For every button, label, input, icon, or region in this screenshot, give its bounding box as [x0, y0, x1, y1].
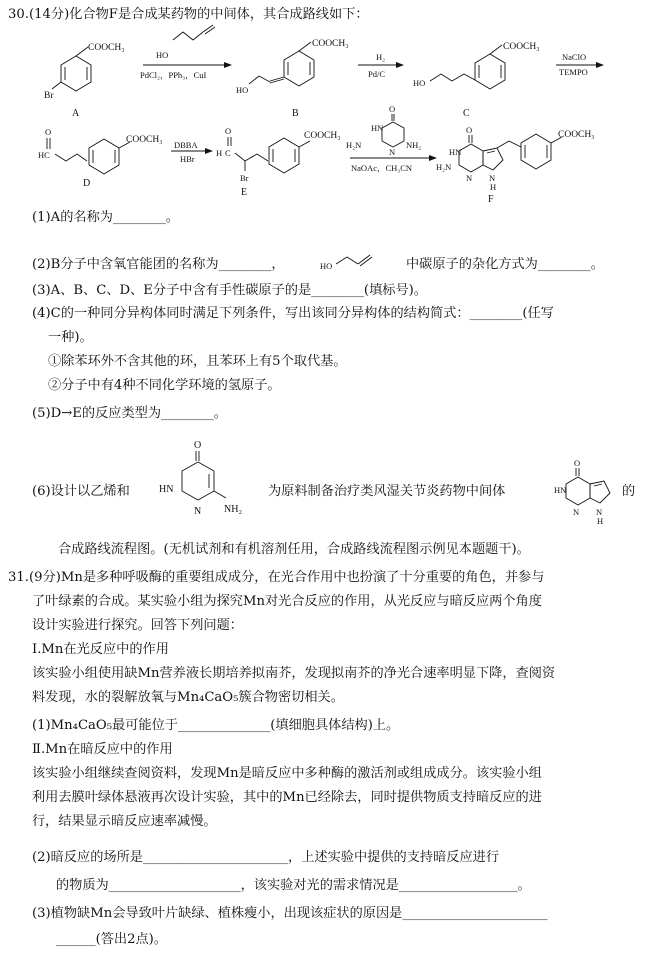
reaction-arrow-2 — [358, 52, 404, 79]
c-ester-group: COOCH₃ — [503, 42, 540, 52]
q31-header-line3: 设计实验进行探究。回答下列问题： — [32, 618, 243, 633]
q31-section1-title: Ⅰ.Mn在光反应中的作用 — [32, 642, 169, 657]
q31-sub3-line1: (3)植物缺Mn会导致叶片缺绿、植株瘦小，出现该症状的原因是______________________ — [32, 906, 548, 921]
f-h2n: H₂N — [436, 162, 452, 172]
pyr-nh2: NH₂ — [224, 504, 242, 515]
pyrrolopyrimidinone-structure — [553, 456, 623, 536]
pp-n-pyrrole: N — [596, 507, 603, 517]
reagent5-bottom: NaOAc，CH₃CN — [351, 163, 413, 173]
reaction-arrow-3 — [556, 52, 604, 77]
a-br: Br — [44, 91, 54, 101]
label-a: A — [72, 108, 80, 119]
q30-sub4-cond1: ①除苯环外不含其他的环，且苯环上有5个取代基。 — [48, 354, 347, 369]
f-hn: HN — [449, 147, 462, 157]
f-h: H — [490, 182, 497, 192]
d-o: O — [45, 127, 52, 137]
b-ho: HO — [236, 85, 249, 95]
q30-sub5: (5)D→E的反应类型为________。 — [32, 406, 227, 421]
reaction-arrow-1 — [140, 25, 232, 81]
reagent3-bottom: TEMPO — [559, 67, 588, 77]
pp-o: O — [574, 458, 581, 468]
label-e: E — [241, 187, 248, 198]
reagent4-top: DBBA — [174, 140, 198, 150]
pyr-o: O — [194, 440, 202, 451]
reagent2-top: H₂ — [376, 52, 386, 62]
q31-p1-line2: 料发现，水的裂解放氧与Mn₄CaO₅簇合物密切相关。 — [32, 690, 344, 705]
e-c: C — [225, 148, 231, 158]
compound-f-structure — [436, 125, 595, 205]
reagent1-top: HO — [156, 50, 169, 60]
pyr-n: N — [194, 506, 202, 517]
label-d: D — [83, 178, 91, 189]
reagent5-hn: HN — [371, 123, 384, 133]
reagent1-bottom: PdCl₂，PPh₃，CuI — [140, 70, 207, 80]
q30-sub6-part1: (6)设计以乙烯和 — [32, 484, 130, 499]
q30-sub6-part3: 的 — [622, 484, 636, 499]
q31-p2-line3: 行，结果显示暗反应速率减慢。 — [32, 814, 217, 829]
q31-sub2-line2: 的物质为____________________，该实验对光的需求情况是__________________。 — [56, 878, 531, 893]
pp-n-ring: N — [573, 507, 580, 517]
reagent2-bottom: Pd/C — [368, 69, 386, 79]
e-br: Br — [240, 173, 249, 183]
reagent5-h2n: H₂N — [346, 140, 362, 150]
a-ester-group: COOCH₃ — [88, 43, 125, 53]
compound-e-structure — [216, 126, 341, 198]
e-ester-group: COOCH₃ — [304, 131, 341, 141]
q30-sub6-part2: 为原料制备治疗类风湿关节炎药物中间体 — [268, 484, 506, 499]
label-b: B — [292, 108, 299, 119]
pyr-hn: HN — [159, 484, 174, 495]
butynol-ho: HO — [320, 261, 333, 271]
f-o: O — [466, 125, 473, 135]
e-o: O — [225, 126, 232, 136]
q30-header: 30.(14分)化合物F是合成某药物的中间体，其合成路线如下： — [8, 7, 369, 22]
q30-sub3: (3)A、B、C、D、E分子中含有手性碳原子的是________(填标号)。 — [32, 283, 427, 298]
reagent5-o: O — [389, 104, 396, 114]
q31-sub3-line2: ______(答出2点)。 — [56, 932, 167, 947]
synthesis-scheme-row2 — [0, 106, 664, 206]
q30-sub2-part1: (2)B分子中含氧官能团的名称为________， — [32, 257, 285, 272]
q31-p2-line1: 该实验小组继续查阅资料，发现Mn是暗反应中多种酶的激活剂或组成成分。该实验小组 — [32, 766, 542, 781]
pp-h: H — [597, 516, 604, 526]
q31-p2-line2: 利用去膜叶绿体悬液再次设计实验，其中的Mn已经除去，同时提供物质支持暗反应的进 — [32, 790, 542, 805]
reaction-arrow-5 — [346, 104, 437, 174]
q30-sub4-line1: (4)C的一种同分异构体同时满足下列条件，写出该同分异构体的结构简式：________(任写 — [32, 306, 554, 321]
label-f: F — [488, 194, 494, 205]
label-c: C — [463, 108, 470, 119]
d-hc: HC — [38, 150, 50, 160]
q31-sub2-line1: (2)暗反应的场所是______________________，上述实验中提供的支持暗反应进行 — [32, 850, 500, 865]
compound-d-structure — [38, 127, 163, 189]
reaction-arrow-4 — [171, 140, 213, 164]
q31-header-line2: 了叶绿素的合成。某实验小组为探究Mn对光合反应的作用，从光反应与暗反应两个角度 — [32, 594, 542, 609]
q30-sub2-part2: 中碳原子的杂化方式为________。 — [406, 257, 604, 272]
q31-sub1: (1)Mn₄CaO₅最可能位于______________(填细胞具体结构)上。 — [32, 718, 400, 733]
f-ester-group: COOCH₃ — [558, 130, 595, 140]
butynol-structure — [320, 233, 410, 273]
pp-hn: HN — [554, 485, 567, 495]
q30-sub6-line2: 合成路线流程图。(无机试剂和有机溶剂任用，合成路线流程图示例见本题题干)。 — [58, 542, 530, 557]
reagent5-nh2: NH₂ — [406, 140, 422, 150]
f-n-pyrrole: N — [489, 173, 496, 183]
reagent5-n: N — [389, 147, 396, 157]
q30-sub4-line2: 一种)。 — [48, 330, 93, 345]
c-ho: HO — [413, 78, 426, 88]
f-n-ring: N — [466, 173, 473, 183]
reagent3-top: NaClO — [562, 52, 587, 62]
pyrimidinone-structure — [158, 436, 263, 531]
b-ester-group: COOCH₃ — [312, 39, 349, 49]
q31-p1-line1: 该实验小组使用缺Mn营养液长期培养拟南芥，发现拟南芥的净光合速率明显下降，查阅资 — [32, 666, 556, 681]
q30-sub1: (1)A的名称为________。 — [32, 210, 179, 225]
q31-header-line1: 31.(9分)Mn是多种呼吸酶的重要组成成分，在光合作用中也扮演了十分重要的角色，并参与 — [8, 570, 545, 585]
e-h: H — [216, 148, 223, 158]
reagent4-bottom: HBr — [180, 154, 195, 164]
q30-sub4-cond2: ②分子中有4种不同化学环境的氢原子。 — [48, 378, 281, 393]
q31-section2-title: Ⅱ.Mn在暗反应中的作用 — [32, 742, 173, 757]
d-ester-group: COOCH₃ — [126, 135, 163, 145]
